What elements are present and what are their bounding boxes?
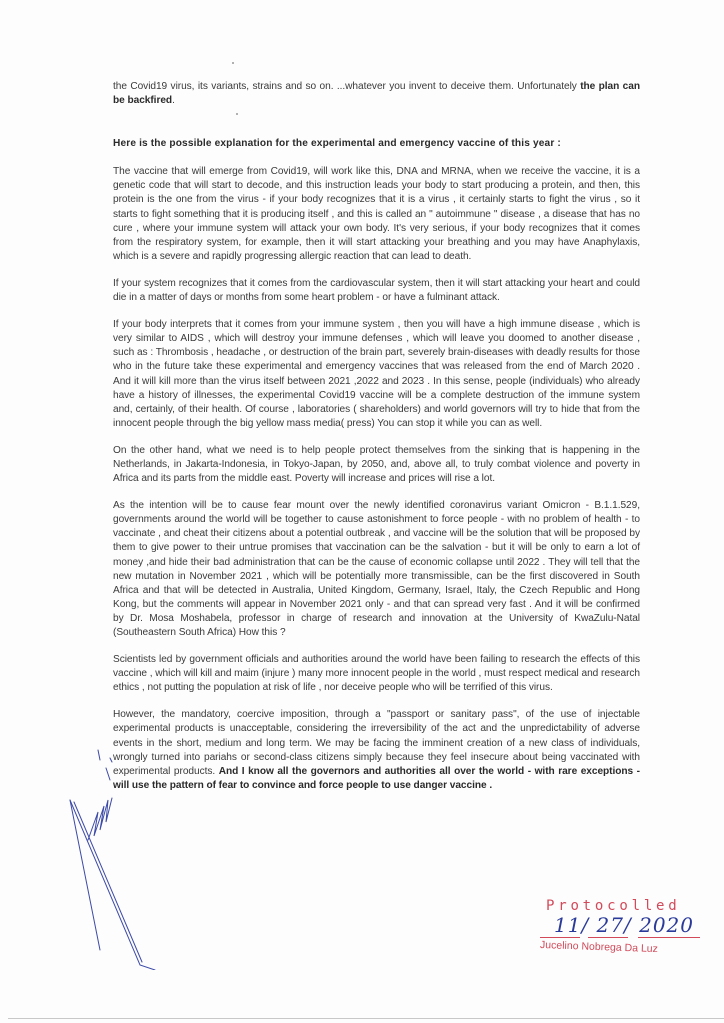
scan-speck [232, 62, 234, 64]
paragraph-omicron: As the intention will be to cause fear mount over the newly identified coronavirus variant Omicron - B.1.1.529, governments around the world will be together to cause astonishment to force people - with no problem of health - to vaccinate , and cheat their citizens about a potential outbreak , and vaccine will be the solution that will be proposed by them to give power to their untrue promises that vaccination can be the salvation - but it will be only to earn a lot of money ,and hide their bad administration that can be the cause of economic collapse until 2022 . They will tell that the new mutation in November 2021 , which will be potentially more transmissible, can be the first discovered in South Africa and that will be detected in Australia, United Kingdom, Germany, Israel, Italy, the Czech Republic and Hong Kong, but the comments will appear in November 2021 only - and that can spread very fast . And it will be confirmed by Dr. Mosa Moshabela, professor in charge of research and innovation at the University of KwaZulu-Natal (Southeastern South Africa) How this ? [113, 500, 640, 638]
document-body [113, 80, 640, 806]
stamp-title: Protocolled [546, 898, 681, 914]
paragraph-immune-system: If your body interprets that it comes from your immune system , then you will have a high immune disease , which is very similar to AIDS , which will destroy your immune defenses , which will leave you doomed to another disease , such as : Thrombosis , headache , or destruction of the brain part, severely brain-diseases with deadly results for those who in the future take these experimental and emergency vaccines that was released from the end of March 2020 . And it will kill more than the virus itself between 2021 ,2022 and 2023 . In this sense, people (individuals) who already have a history of illnesses, the experimental Covid19 vaccine will be a complete destruction of the immune system and, certainly, of their health. Of course , laboratories ( shareholders) and world governors will try to hide that from the innocent people through the big yellow mass media( press) You can stop it while you can as well. [113, 319, 640, 429]
paragraph-vaccine-mechanism: The vaccine that will emerge from Covid19, will work like this, DNA and MRNA, when we receive the vaccine, it is a genetic code that will start to decode, and this instruction leads your body to start producing a protein, and then, this protein is the one from the virus - if your body recognizes that it is a virus , it certainly starts to fight the virus , so it starts to fight something that it is producing itself , and this is called an " autoimmune " disease , a disease that has no cure , where your immune system will attack your own body. It's very serious, if your body recognizes that it comes from the respiratory system, for example, then it will start attacking your breathing and you may have Anaphylaxis, which is a severe and rapidly progressing allergic reaction that can lead to death. [113, 166, 640, 262]
opening-bold-text: the plan can be backfired [113, 81, 640, 107]
stamp-underline [540, 937, 580, 938]
opening-end: . [172, 95, 175, 107]
stamp-handwritten-date: 11/ 27/ 2020 [554, 913, 694, 937]
stamp-underline [588, 937, 628, 938]
paragraph-cardiovascular: If your system recognizes that it comes from the cardiovascular system, then it will start attacking your heart and could die in a matter of days or months from some heart problem - or have a fulminant attack. [113, 277, 640, 304]
stamp-underline [638, 937, 700, 938]
handwritten-signature [60, 740, 170, 970]
opening-text: the Covid19 virus, its variants, strains and so on. ...whatever you invent to deceive them. Unfortunately [113, 81, 577, 92]
stamp-underlines [540, 936, 706, 939]
paragraph-other-hand: On the other hand, what we need is to help people protect themselves from the sinking that is happening in the Netherlands, in Jakarta-Indonesia, in Tokyo-Japan, by 2050, and, above all, to truly combat violence and poverty in Africa and its parts from the middle east. Poverty will increase and prices will rise a lot. [113, 444, 640, 485]
paragraph-mandatory [113, 708, 640, 793]
stamp-name: Jucelino Nobrega Da Luz [539, 939, 659, 956]
page-bottom-edge [8, 1018, 724, 1019]
mandatory-text: However, the mandatory, coercive imposition, through a "passport or sanitary pass", of the use of injectable experimental products is unacceptable, considering the irreversibility of the act and the unpredictability of adverse events in the short, medium and long term. We may be facing the imminent creation of a new class of individuals, wrongly turned into pariahs or second-class citizens simply because they feel insecure about being vaccinated with experimental products. [113, 709, 640, 777]
paragraph-scientists: Scientists led by government officials and authorities around the world have been failing to research the effects of this vaccine , which will kill and maim (injure ) many more innocent people in the world , must respect medical and research ethics , not putting the population at risk of life , nor deceive people who will be terrified of this virus. [113, 654, 640, 694]
scan-speck [236, 113, 238, 115]
opening-paragraph [113, 80, 640, 108]
mandatory-bold-text: And I know all the governors and authorities all over the world - with rare exceptions - will use the pattern of fear to convince and force people to use danger vaccine . [113, 765, 640, 791]
section-heading: Here is the possible explanation for the experimental and emergency vaccine of this year : [113, 138, 561, 150]
protocol-stamp [539, 898, 716, 956]
